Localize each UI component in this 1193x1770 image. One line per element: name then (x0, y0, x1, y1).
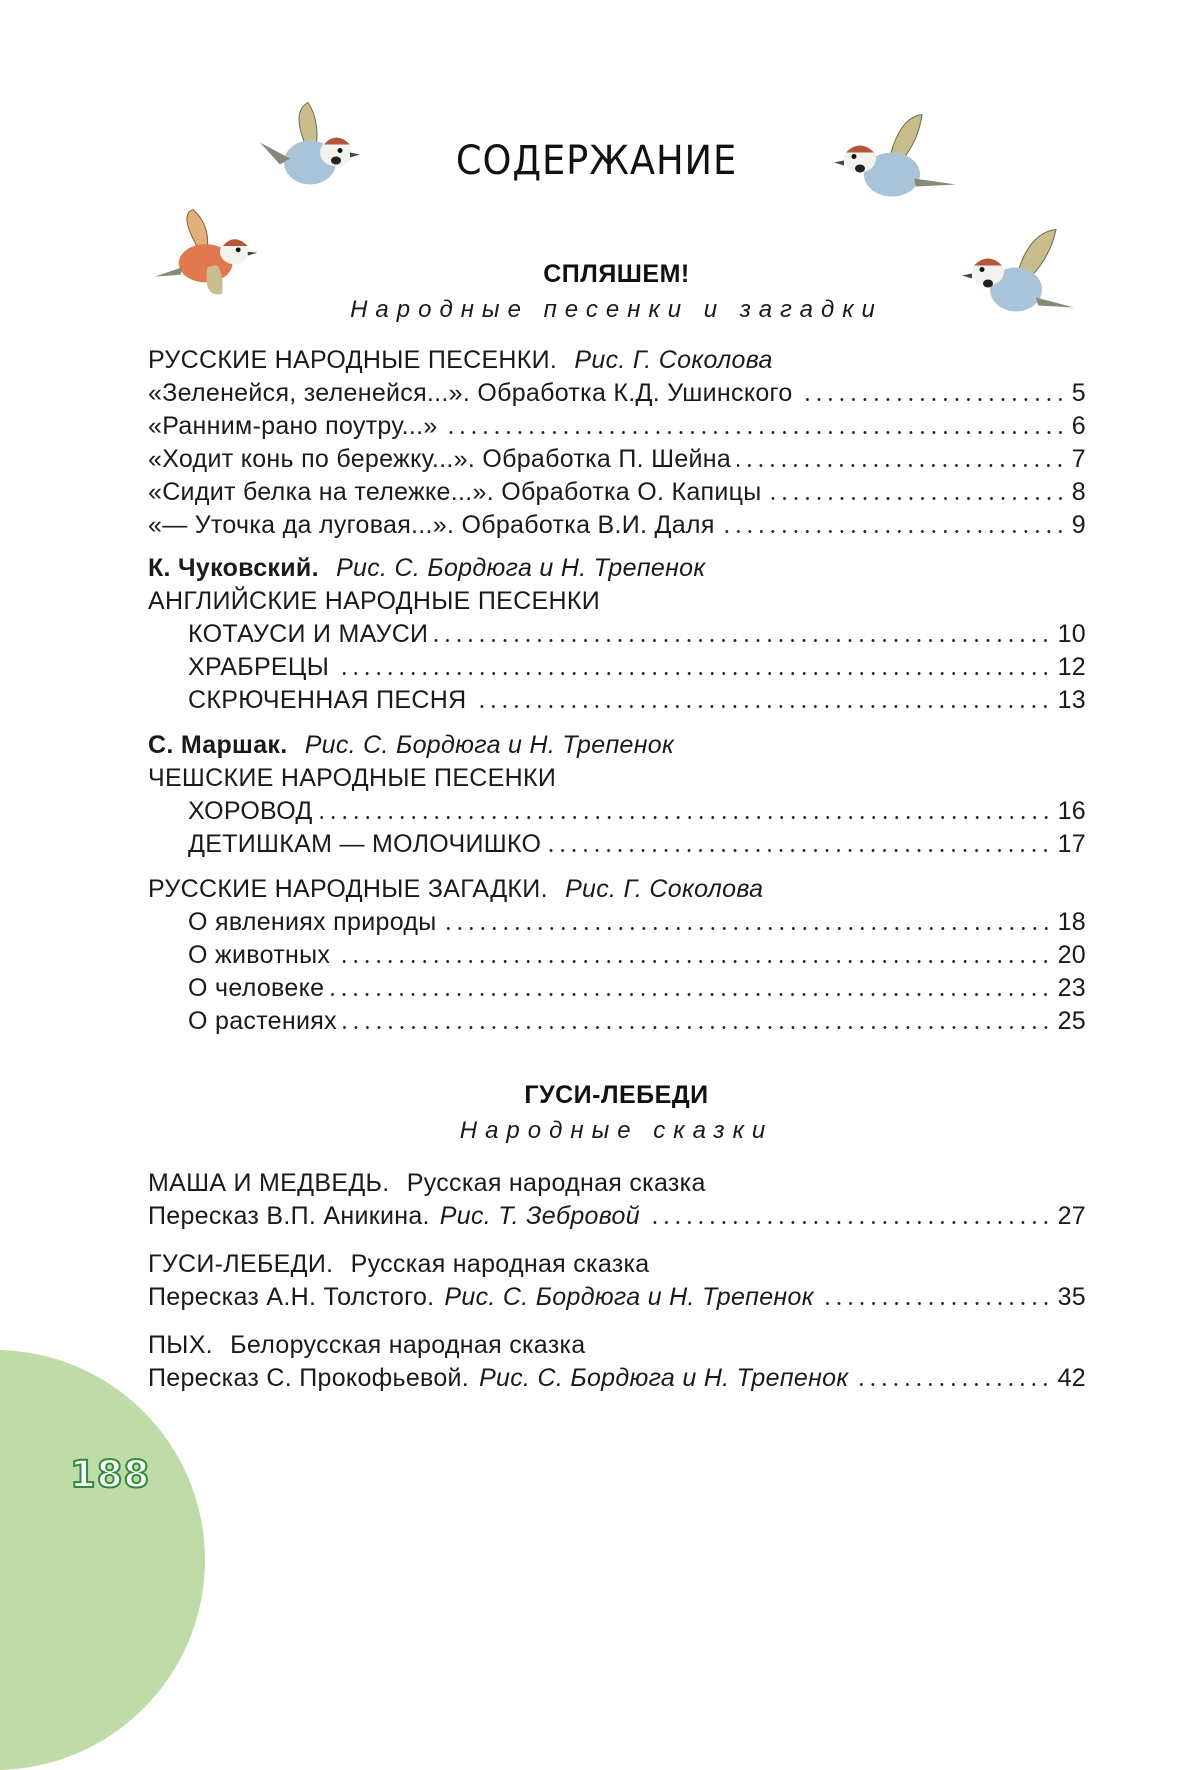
toc-group-header: ЧЕШСКИЕ НАРОДНЫЕ ПЕСЕНКИ (148, 764, 557, 792)
toc-entry[interactable]: «Зеленейся, зеленейся...». Обработка К.Д. Ушинского 5 (148, 379, 1086, 407)
page-corner-decoration (0, 1350, 205, 1770)
toc-entry[interactable]: «Ходит конь по бережку...». Обработка П. Шейна 7 (148, 445, 1086, 473)
page-number: 188 (70, 1453, 151, 1496)
toc-group-header: ГУСИ-ЛЕБЕДИ. Русская народная сказка (148, 1250, 650, 1278)
toc-entry[interactable]: ДЕТИШКАМ — МОЛОЧИШКО 17 (188, 830, 1086, 858)
toc-entry[interactable]: «— Уточка да луговая...». Обработка В.И. Даля 9 (148, 511, 1086, 539)
section-title: СПЛЯШЕМ! (543, 260, 690, 288)
section-subtitle: Народные песенки и загадки (350, 296, 883, 323)
section-title: ГУСИ-ЛЕБЕДИ (524, 1081, 709, 1109)
toc-entry[interactable]: ХРАБРЕЦЫ 12 (188, 653, 1086, 681)
toc-group-header: РУССКИЕ НАРОДНЫЕ ЗАГАДКИ. Рис. Г. Соколова (148, 875, 764, 903)
toc-entry[interactable]: Пересказ А.Н. Толстого. Рис. С. Бордюга и Н. Трепенок 35 (148, 1283, 1086, 1311)
toc-author-header: С. Маршак. Рис. С. Бордюга и Н. Трепенок (148, 731, 675, 759)
section-subtitle: Народные сказки (459, 1117, 774, 1144)
toc-entry[interactable]: СКРЮЧЕННАЯ ПЕСНЯ 13 (188, 686, 1086, 714)
bird-illustration-1 (250, 100, 370, 205)
toc-group-header: МАША И МЕДВЕДЬ. Русская народная сказка (148, 1169, 706, 1197)
toc-entry[interactable]: «Сидит белка на тележке...». Обработка О. Капицы 8 (148, 478, 1086, 506)
toc-entry[interactable]: О человеке 23 (188, 974, 1086, 1002)
toc-entry[interactable]: КОТАУСИ И МАУСИ 10 (188, 620, 1086, 648)
toc-author-header: К. Чуковский. Рис. С. Бордюга и Н. Трепенок (148, 554, 706, 582)
bird-illustration-3 (830, 110, 960, 215)
toc-entry[interactable]: ХОРОВОД 16 (188, 797, 1086, 825)
toc-group-header: ПЫХ. Белорусская народная сказка (148, 1331, 586, 1359)
toc-entry[interactable]: О явлениях природы 18 (188, 908, 1086, 936)
toc-entry[interactable]: Пересказ С. Прокофьевой. Рис. С. Бордюга и Н. Трепенок 42 (148, 1364, 1086, 1392)
toc-entry[interactable]: «Ранним-рано поутру...» 6 (148, 412, 1086, 440)
toc-entry[interactable]: О растениях 25 (188, 1007, 1086, 1035)
toc-entry[interactable]: О животных 20 (188, 941, 1086, 969)
page-title: СОДЕРЖАНИЕ (455, 138, 738, 184)
bird-illustration-2 (150, 205, 265, 310)
toc-group-header: АНГЛИЙСКИЕ НАРОДНЫЕ ПЕСЕНКИ (148, 587, 600, 615)
toc-group-header: РУССКИЕ НАРОДНЫЕ ПЕСЕНКИ. Рис. Г. Соколова (148, 346, 773, 374)
toc-entry[interactable]: Пересказ В.П. Аникина. Рис. Т. Зебровой 27 (148, 1202, 1086, 1230)
